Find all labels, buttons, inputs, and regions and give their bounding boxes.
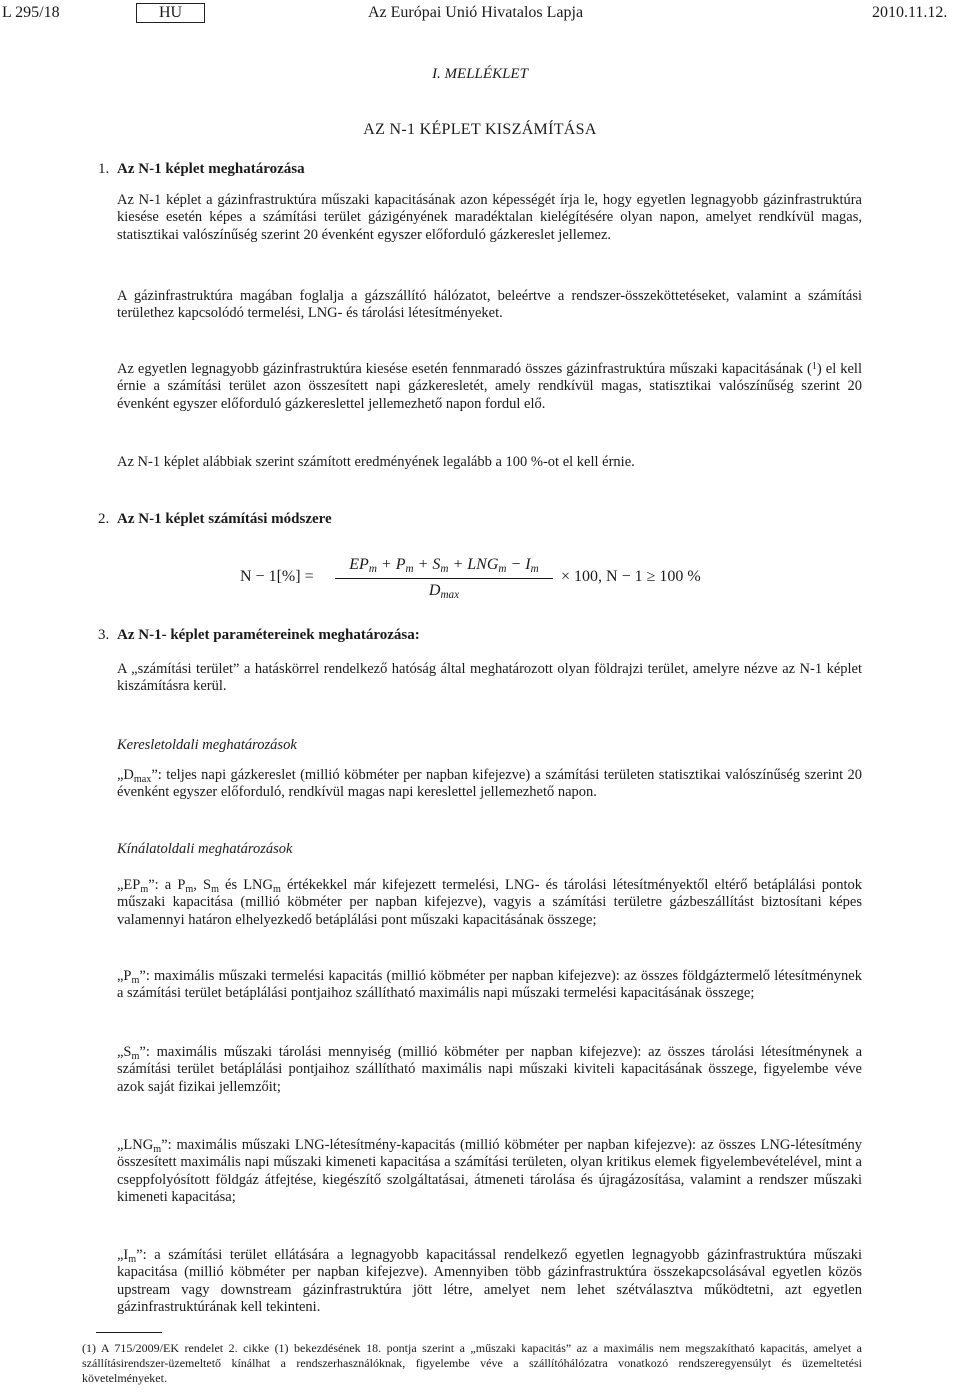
- epm-definition: $„EP_m$”: a $P_m$, $S_m$ és $LNG_m$ értékekkel már kifejezett termelési, LNG- és tárolási létesítményektől eltérő betáplálási pontok műszaki kapacitása (millió köbméter per napban kifejezve), vagyis a számítási területre gázbeszállítást biztosítani képes valamennyi határon elhelyezkedő betáplálási pont műszaki kapacitásának összege;: [117, 877, 862, 928]
- publication-date: 2010.11.12.: [872, 4, 948, 21]
- formula-lhs: N − 1[%] =: [240, 568, 314, 585]
- section-3-number: 3.: [98, 627, 110, 643]
- sm-definition: $„S_m$”: maximális műszaki tárolási mennyiség (millió köbméter per napban kifejezve): az összes tárolási létesítménynek a számítási terület betáplálási pontjaihoz szállítható maximális napi műszaki kiviteli kapacitásának összege, figyelembe véve azok saját fizikai jellemzőit;: [117, 1044, 862, 1095]
- footnote-separator: [96, 1332, 162, 1333]
- language-code-badge: HU: [136, 3, 205, 23]
- section-1-paragraph-1: Az N-1 képlet a gázinfrastruktúra műszaki kapacitásának azon képességét írja le, hogy egyetlen legnagyobb gázinfrastruktúra kiesése esetén képes a számítási terület gázigényének maradéktalan kielégítésére olyan napon, amelyet rendkívül magas, statisztikai valószínűség szerint 20 évenként egyszer előforduló gázkereslet jellemez.: [117, 192, 862, 243]
- page-header: [0, 2, 960, 24]
- page-reference: L 295/18: [2, 4, 60, 21]
- section-1-paragraph-3: [117, 361, 862, 413]
- section-1-paragraph-4: Az N-1 képlet alábbiak szerint számított eredményének legalább a 100 %-ot el kell érnie.: [117, 454, 635, 470]
- section-2-number: 2.: [98, 511, 110, 527]
- annex-subtitle: AZ N-1 KÉPLET KISZÁMÍTÁSA: [363, 121, 597, 138]
- section-3-paragraph-1: A „számítási terület” a hatáskörrel rendelkező hatóság által meghatározott olyan földrajzi terület, amelyre nézve az N-1 képlet kiszámításra kerül.: [117, 661, 862, 695]
- formula-denominator: $D_{max}$: [428, 582, 460, 601]
- im-definition: $„I_m$”: a számítási terület ellátására a legnagyobb kapacitással rendelkező egyetlen legnagyobb gázinfrastruktúra műszaki kapacitása (millió köbméter per napban kifejezve). Amennyiben több gázinfrastruktúra összekapcsolásával egyetlen közös upstream vagy downstream gázinfrastruktúra jött létre, amelyet nem lehet szétválasztva működtetni, azt egyetlen gázinfrastruktúrának kell tekinteni.: [117, 1247, 862, 1316]
- footnote-marker: (1): [82, 1341, 96, 1355]
- footnote-reference[interactable]: 1: [811, 361, 817, 372]
- journal-title: Az Európai Unió Hivatalos Lapja: [368, 4, 584, 21]
- demand-side-heading: Keresletoldali meghatározások: [117, 737, 297, 753]
- section-1-paragraph-2: A gázinfrastruktúra magában foglalja a gázszállító hálózatot, beleértve a rendszer-összeköttetéseket, valamint a számítási területhez kapcsolódó termelési, LNG- és tárolási létesítményeket.: [117, 288, 862, 322]
- section-1-heading: Az N-1 képlet meghatározása: [117, 161, 305, 177]
- footnote: [82, 1341, 862, 1387]
- supply-side-heading: Kínálatoldali meghatározások: [117, 841, 293, 857]
- fraction-bar: [335, 578, 553, 579]
- lngm-definition: $„LNG_m$”: maximális műszaki LNG-létesítmény-kapacitás (millió köbméter per napban kifejezve): az összes LNG-létesítmény összesített maximális napi műszaki kimeneti kapacitása a számítási területen, olyan kritikus elemek figyelembevételével, mint a cseppfolyósított földgáz átfejtése, kiegészítő szolgáltatásai, átmeneti tárolása és újragázosítása, valamint a rendszer műszaki kimeneti kapacitása;: [117, 1137, 862, 1206]
- pm-definition: $„P_m$”: maximális műszaki termelési kapacitás (millió köbméter per napban kifejezve): az összes földgáztermelő létesítménynek a számítási terület betáplálási pontjaihoz szállítható maximális napi műszaki termelési kapacitásának összege;: [117, 968, 862, 1002]
- formula-numerator: $EP_m + P_m + S_m + LNG_m - I_m$: [349, 556, 539, 575]
- dmax-definition: $„D_{max}$”: teljes napi gázkereslet (millió köbméter per napban kifejezve) a számítási területen statisztikai valószínűség szerint 20 évenként egyszer előforduló, rendkívül magas napi kereslettel jellemezhető napon.: [117, 767, 862, 801]
- paragraph-3-part-2: ) el kell érnie a számítási terület azon összesített napi gázkeresletét, amely rendkívül magas, statisztikai valószínűség szerint 20 évenként egyszer előforduló gázkereslettel jellemezhető napon fordul elő.: [117, 361, 862, 412]
- paragraph-3-part-1: Az egyetlen legnagyobb gázinfrastruktúra kiesése esetén fennmaradó összes gázinfrastruktúra műszaki kapacitásának (: [117, 361, 812, 377]
- section-2-heading: Az N-1 képlet számítási módszere: [117, 511, 332, 527]
- footnote-text: A 715/2009/EK rendelet 2. cikke (1) bekezdésének 18. pontja szerint a „műszaki kapacitás” az a maximális nem megszakítható kapacitás, amelyet a szállításirendszer-üzemeltető kínálhat a rendszerhasználóknak, figyelembe véve a szállítóhálózatra vonatkozó rendszeregyensúlyt és üzemeltetési követelményeket.: [82, 1341, 862, 1386]
- annex-title: I. MELLÉKLET: [432, 66, 528, 82]
- formula-rhs: × 100, N − 1 ≥ 100 %: [561, 568, 701, 585]
- section-1-number: 1.: [98, 161, 110, 177]
- section-3-heading: Az N-1- képlet paramétereinek meghatározása:: [117, 627, 420, 643]
